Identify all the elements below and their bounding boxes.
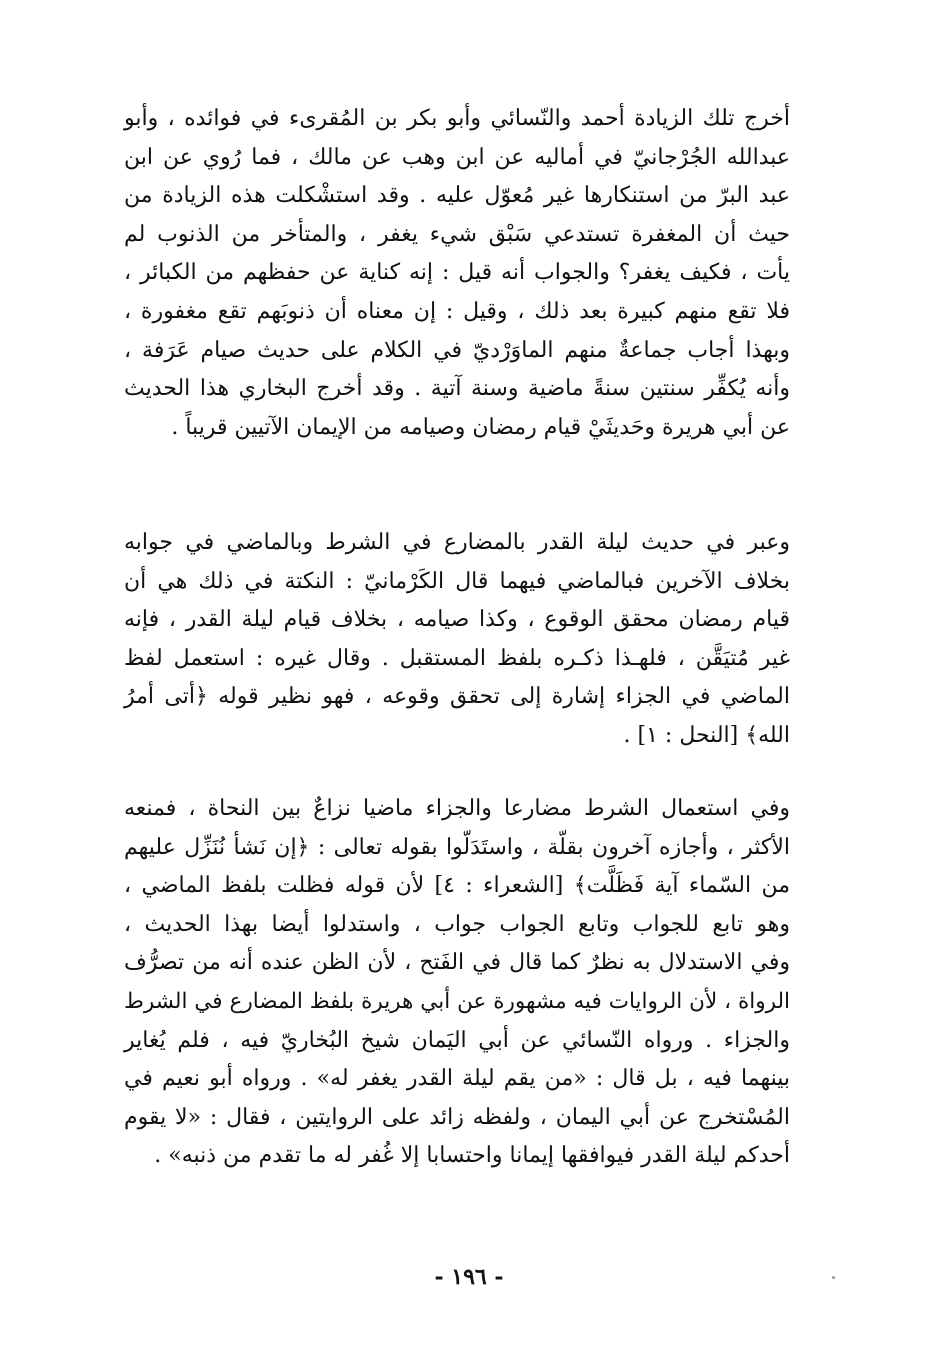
text-line: الله﴾ [النحل : ١] . (623, 722, 790, 748)
text-line: قيام رمضان محقق الوقوع ، وكذا صيامه ، بخلاف قيام ليلة القدر ، فإنه (124, 607, 790, 633)
text-line: الأكثر ، وأجازه آخرون بقلّة ، واستَدَلّوا بقوله تعالى : ﴿إن نَشأ نُنَزِّل عليهم (124, 834, 790, 860)
text-line: وبهذا أجاب جماعةٌ منهم الماوَرْديّ في الكلام على حديث صيام عَرَفة ، (124, 337, 790, 363)
text-line: أخرج تلك الزيادة أحمد والنّسائي وأبو بكر بن المُقرىء في فوائده ، وأبو (124, 106, 790, 131)
text-line: بينهما فيه ، بل قال : «من يقم ليلة القدر يغفر له» . ورواه أبو نعيم في (124, 1066, 790, 1092)
text-line: وهو تابع للجواب وتابع الجواب جواب ، واستدلوا أيضا بهذا الحديث ، (124, 911, 790, 937)
page-number: - ١٩٦ - (434, 1264, 504, 1290)
text-line: والجزاء . ورواه النّسائي عن أبي اليَمان شيخ البُخاريّ فيه ، فلم يُغاير (124, 1027, 790, 1053)
text-line: وفي الاستدلال به نظرٌ كما قال في الفَتح ، لأن الظن عنده أنه من تصرُّف (124, 950, 790, 976)
text-line: غير مُتيَقَّن ، فلهـذا ذكـره بلفظ المستقبل . وقال غيره : استعمل لفظ (124, 645, 790, 671)
text-line: وفي استعمال الشرط مضارعا والجزاء ماضيا نزاعٌ بين النحاة ، فمنعه (124, 796, 790, 821)
text-line: يأت ، فكيف يغفر؟ والجواب أنه قيل : إنه كناية عن حفظهم من الكبائر ، (124, 260, 790, 286)
text-line: الرواة ، لأن الروايات فيه مشهورة عن أبي هريرة بلفظ المضارع في الشرط (124, 988, 790, 1014)
text-line: وأنه يُكفِّر سنتين سنةً ماضية وسنة آتية . وقد أخرج البخاري هذا الحديث (124, 376, 790, 402)
text-line: الماضي في الجزاء إشارة إلى تحقق وقوعه ، فهو نظير قوله ﴿أتى أمرُ (124, 684, 790, 710)
paragraph-3 (124, 790, 790, 1176)
text-line: أحدكم ليلة القدر فيوافقها إيمانا واحتسابا إلا غُفر له ما تقدم من ذنبه» . (154, 1143, 790, 1169)
text-line: عبد البرّ من استنكارها غير مُعوّل عليه . وقد استشْكلت هذه الزيادة من (124, 183, 790, 209)
text-line: من السّماء آية فَظَلَّت﴾ [الشعراء : ٤] لأن قوله فظلت بلفظ الماضي ، (124, 873, 790, 899)
paragraph-2 (124, 524, 790, 756)
text-line: فلا تقع منهم كبيرة بعد ذلك ، وقيل : إن معناه أن ذنوبَهم تقع مغفورة ، (124, 298, 790, 324)
text-line: عبدالله الجُرْجانيّ في أماليه عن ابن وهب عن مالك ، فما رُوي عن ابن (124, 144, 790, 170)
text-line: المُسْتخرج عن أبي اليمان ، ولفظه زائد على الروايتين ، فقال : «لا يقوم (124, 1104, 790, 1130)
text-line: بخلاف الآخرين فبالماضي فيهما قال الكَرْمانيّ : النكتة في ذلك هي أن (124, 568, 790, 594)
paragraph-1 (124, 100, 790, 447)
scan-speck (832, 1276, 835, 1279)
text-line: وعبر في حديث ليلة القدر بالمضارع في الشرط وبالماضي في جوابه (124, 530, 790, 555)
text-line: عن أبي هريرة وحَديثَيْ قيام رمضان وصيامه من الإيمان الآتيين قريباً . (171, 414, 790, 440)
text-line: حيث أن المغفرة تستدعي سَبْق شيء يغفر ، والمتأخر من الذنوب لم (124, 221, 790, 247)
